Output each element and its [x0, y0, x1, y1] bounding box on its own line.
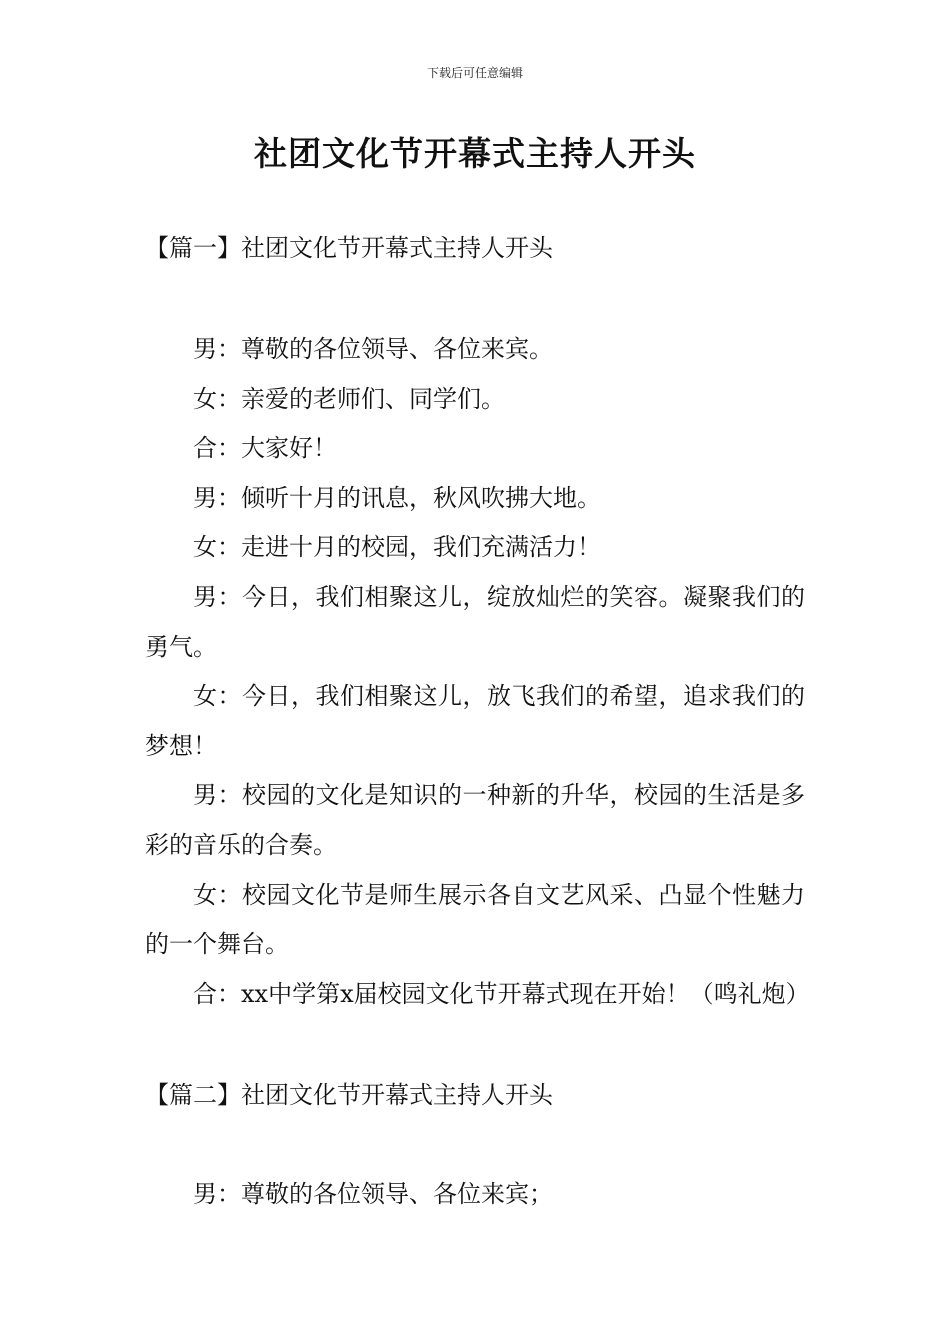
section-heading-1: 【篇一】社团文化节开幕式主持人开头 — [145, 234, 553, 262]
section-body-2 — [145, 1170, 805, 1220]
paragraph: 男：尊敬的各位领导、各位来宾。 — [193, 335, 553, 363]
paragraph: 女：走进十月的校园，我们充满活力！ — [193, 533, 601, 562]
paragraph: 男：校园的文化是知识的一种新的升华，校园的生活是多彩的音乐的合奏。 — [145, 781, 805, 859]
document-title: 社团文化节开幕式主持人开头 — [254, 134, 696, 173]
paragraph: 男：尊敬的各位领导、各位来宾； — [193, 1180, 553, 1208]
section-body-1 — [145, 325, 810, 1019]
paragraph: 女：亲爱的老师们、同学们。 — [193, 384, 505, 413]
paragraph: 男：倾听十月的讯息，秋风吹拂大地。 — [193, 483, 601, 512]
paragraph: 女：今日，我们相聚这儿，放飞我们的希望，追求我们的梦想！ — [145, 682, 805, 760]
paragraph: 女：校园文化节是师生展示各自文艺风采、凸显个性魅力的一个舞台。 — [145, 880, 805, 959]
paragraph: 男：今日，我们相聚这儿，绽放灿烂的笑容。凝聚我们的勇气。 — [145, 582, 805, 661]
section-heading-2: 【篇二】社团文化节开幕式主持人开头 — [145, 1081, 553, 1109]
header-note: 下载后可任意编辑 — [426, 66, 523, 80]
paragraph: 合：xx中学第x届校园文化节开幕式现在开始！（鸣礼炮） — [193, 979, 810, 1008]
paragraph: 合：大家好！ — [193, 434, 337, 463]
